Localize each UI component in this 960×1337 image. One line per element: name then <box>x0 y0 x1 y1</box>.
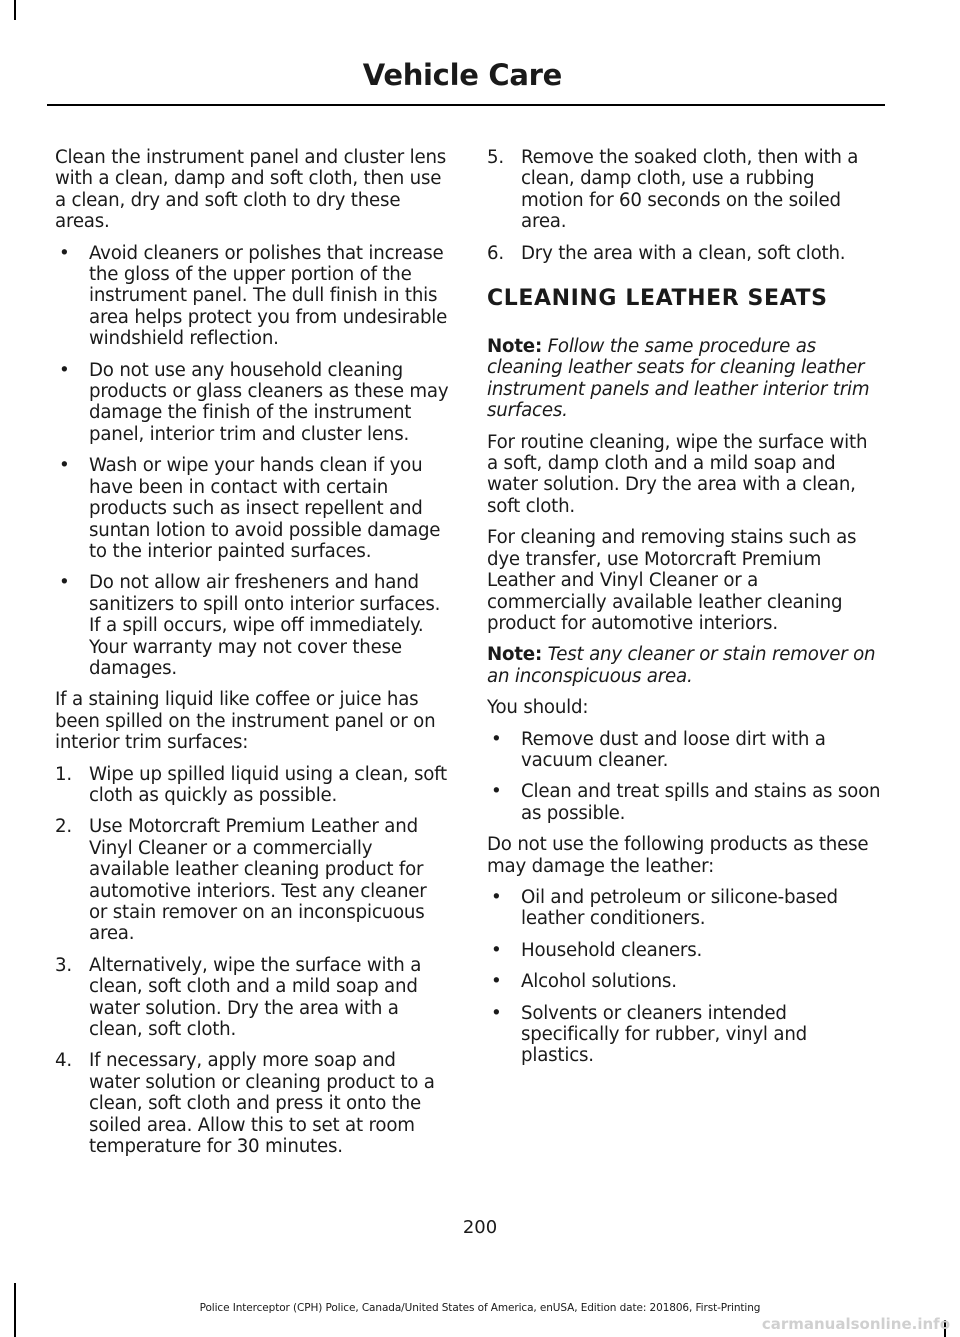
step-text: If necessary, apply more soap and water solution or cleaning product to a clean, soft cloth and press it onto the soiled area. Allow this to set at room temperature for 30 minutes. <box>89 1050 435 1158</box>
section-heading: CLEANING LEATHER SEATS <box>487 286 828 312</box>
list-item-text: Clean and treat spills and stains as soon as possible. <box>521 781 881 824</box>
list-item-text: Do not allow air fresheners and hand sanitizers to spill onto interior surfaces. If a spill occurs, wipe off immediately. Your warranty may not cover these damages. <box>89 572 441 679</box>
list-item <box>55 455 450 562</box>
note-label: Note: <box>487 336 543 358</box>
list-item-text: Solvents or cleaners intended specifically for rubber, vinyl and plastics. <box>521 1002 807 1067</box>
dont-use-intro: Do not use the following products as these may damage the leather: <box>487 834 869 877</box>
step-item <box>487 243 882 264</box>
bullet-marker: • <box>59 242 70 264</box>
watermark: carmanualsonline.info <box>761 1315 950 1333</box>
routine-cleaning-paragraph: For routine cleaning, wipe the surface with a soft, damp cloth and a mild soap and water solution. Dry the area with a clean, soft cloth. <box>487 431 868 517</box>
crop-mark-top-left <box>14 0 16 20</box>
step-number: 2. <box>55 816 72 838</box>
step-item <box>55 1050 450 1157</box>
spill-steps-list <box>55 764 450 1158</box>
list-item-text: Alcohol solutions. <box>521 971 677 993</box>
bullet-marker: • <box>491 728 502 750</box>
bullet-marker: • <box>491 781 502 803</box>
list-item <box>55 243 450 350</box>
spill-steps-continued-list <box>487 147 882 264</box>
caution-bullet-list <box>55 243 450 680</box>
bullet-marker: • <box>491 1002 502 1024</box>
header-divider <box>47 104 885 106</box>
bullet-marker: • <box>59 572 70 594</box>
list-item-text: Household cleaners. <box>521 939 703 961</box>
note-paragraph <box>487 336 882 422</box>
note-text: Follow the same procedure as cleaning leather seats for cleaning leather instrument panels and leather interior trim surfaces. <box>487 336 870 422</box>
bullet-marker: • <box>491 939 502 961</box>
step-item <box>55 955 450 1041</box>
step-number: 1. <box>55 763 72 785</box>
step-number: 5. <box>487 147 504 168</box>
step-text: Alternatively, wipe the surface with a clean, soft cloth and a mild soap and water solution. Dry the area with a clean, soft cloth. <box>89 954 422 1041</box>
dont-use-bullet-list <box>487 887 882 1067</box>
step-text: Dry the area with a clean, soft cloth. <box>521 242 846 264</box>
spill-intro-paragraph: If a staining liquid like coffee or juice has been spilled on the instrument panel or on interior trim surfaces: <box>55 689 436 754</box>
list-item-text: Wash or wipe your hands clean if you have been in contact with certain products such as insect repellent and suntan lotion to avoid possible damage to the interior painted surfaces. <box>89 455 441 562</box>
list-item-text: Avoid cleaners or polishes that increase the gloss of the upper portion of the instrument panel. The dull finish in this area helps protect you from undesirable windshield reflection. <box>89 242 448 350</box>
list-item-text: Remove dust and loose dirt with a vacuum cleaner. <box>521 728 826 771</box>
left-column <box>55 147 450 1167</box>
list-item <box>487 781 882 824</box>
should-bullet-list <box>487 729 882 825</box>
list-item <box>487 971 882 992</box>
stain-removal-paragraph: For cleaning and removing stains such as dye transfer, use Motorcraft Premium Leather and Vinyl Cleaner or a commercially available leather cleaning product for automotive interiors. <box>487 527 857 634</box>
list-item-text: Oil and petroleum or silicone-based leather conditioners. <box>521 886 838 930</box>
list-item <box>487 729 882 772</box>
step-number: 3. <box>55 954 72 976</box>
bullet-marker: • <box>491 971 502 993</box>
list-item <box>55 572 450 679</box>
step-item <box>487 147 882 233</box>
bullet-marker: • <box>59 455 70 477</box>
note-paragraph <box>487 644 882 687</box>
list-item <box>487 940 882 961</box>
intro-paragraph: Clean the instrument panel and cluster lens with a clean, damp and soft cloth, then use a clean, dry and soft cloth to dry these areas. <box>55 147 447 233</box>
right-column <box>487 147 882 1077</box>
step-text: Use Motorcraft Premium Leather and Vinyl Cleaner or a commercially available leather cleaning product for automotive interiors. Test any cleaner or stain remover on an inconspicuous area. <box>89 816 427 945</box>
should-intro: You should: <box>487 697 589 719</box>
page-number: 200 <box>462 1217 498 1238</box>
step-text: Remove the soaked cloth, then with a clean, damp cloth, use a rubbing motion for 60 seconds on the soiled area. <box>521 147 859 233</box>
bullet-marker: • <box>491 886 502 908</box>
bullet-marker: • <box>59 359 70 381</box>
list-item <box>55 360 450 446</box>
note-label: Note: <box>487 644 543 666</box>
step-number: 6. <box>487 242 504 264</box>
edition-footer: Police Interceptor (CPH) Police, Canada/United States of America, enUSA, Edition date: 201806, First-Printing <box>199 1302 761 1314</box>
step-item <box>55 816 450 944</box>
list-item-text: Do not use any household cleaning products or glass cleaners as these may damage the finish of the instrument panel, interior trim and cluster lens. <box>89 359 449 445</box>
step-number: 4. <box>55 1050 72 1072</box>
step-text: Wipe up spilled liquid using a clean, soft cloth as quickly as possible. <box>89 763 447 806</box>
list-item <box>487 1003 882 1067</box>
note-text: Test any cleaner or stain remover on an inconspicuous area. <box>487 644 876 687</box>
list-item <box>487 887 882 930</box>
step-item <box>55 764 450 807</box>
page-title: Vehicle Care <box>362 58 562 92</box>
